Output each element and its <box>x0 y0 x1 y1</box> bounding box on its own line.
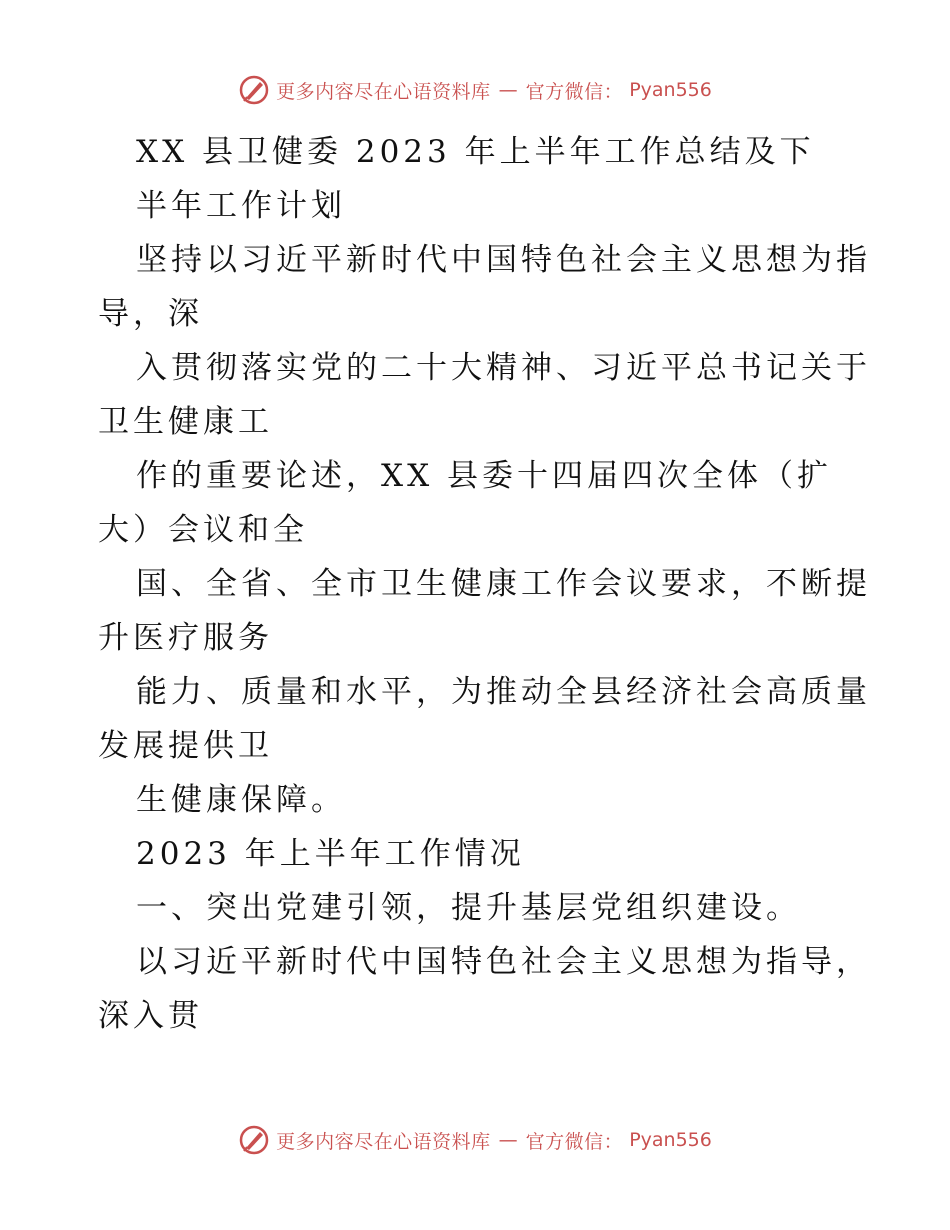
paragraph-line: 生健康保障。 <box>136 782 346 818</box>
watermark-wechat-id: Pyan556 <box>629 1129 712 1151</box>
paragraph-line: 以习近平新时代中国特色社会主义思想为指导， <box>136 944 871 980</box>
document-title-line-1: XX 县卫健委 2023 年上半年工作总结及下 <box>136 134 815 170</box>
paragraph-line: 入贯彻落实党的二十大精神、习近平总书记关于 <box>136 350 871 386</box>
paragraph-line: 国、全省、全市卫生健康工作会议要求，不断提 <box>136 566 871 602</box>
paragraph-line: 大）会议和全 <box>98 512 308 548</box>
watermark-text: 更多内容尽在心语资料库 <box>276 1130 491 1153</box>
paragraph-line: 卫生健康工 <box>98 404 273 440</box>
watermark-dash: — <box>498 79 518 101</box>
watermark-wechat-id: Pyan556 <box>629 79 712 101</box>
paragraph-line: 坚持以习近平新时代中国特色社会主义思想为指 <box>136 242 871 278</box>
paragraph-line: 发展提供卫 <box>98 728 273 764</box>
watermark-text: 更多内容尽在心语资料库 <box>276 80 491 103</box>
paragraph-line: 作的重要论述，XX 县委十四届四次全体（扩 <box>136 458 832 494</box>
footer-watermark <box>0 1120 950 1160</box>
paragraph-line: 能力、质量和水平，为推动全县经济社会高质量 <box>136 674 871 710</box>
paragraph-line: 深入贯 <box>98 998 203 1034</box>
watermark-wechat-label: 官方微信： <box>525 1130 624 1153</box>
document-title-line-2: 半年工作计划 <box>136 188 346 224</box>
section-heading: 2023 年上半年工作情况 <box>136 836 525 872</box>
document-body <box>98 125 871 1043</box>
header-watermark <box>0 70 950 110</box>
subsection-heading: 一、突出党建引领，提升基层党组织建设。 <box>136 890 801 926</box>
quill-seal-icon <box>238 1124 270 1156</box>
quill-seal-icon <box>238 74 270 106</box>
watermark-wechat-label: 官方微信： <box>525 80 624 103</box>
paragraph-line: 升医疗服务 <box>98 620 273 656</box>
paragraph-line: 导，深 <box>98 296 203 332</box>
watermark-dash: — <box>498 1129 518 1151</box>
